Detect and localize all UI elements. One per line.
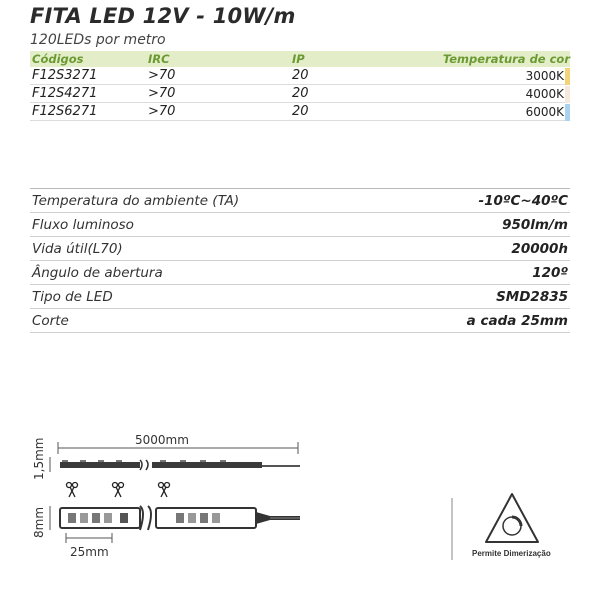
thickness-label: 1,5mm <box>32 437 46 480</box>
product-temperature-value: 3000K <box>525 68 564 83</box>
column-header-irc: IRC <box>148 52 170 66</box>
page-title: FITA LED 12V - 10W/m <box>30 4 296 28</box>
spec-label: Temperatura do ambiente (TA) <box>32 192 240 209</box>
spec-value: a cada 25mm <box>466 312 568 329</box>
spec-value: 950lm/m <box>502 216 568 233</box>
product-table-header <box>30 51 570 67</box>
column-header-ip: IP <box>292 52 305 66</box>
product-code: F12S6271 <box>32 104 98 119</box>
product-temperature <box>428 87 570 101</box>
column-header-color-temperature: Temperatura de cor <box>442 52 570 66</box>
spec-value: -10ºC~40ºC <box>478 192 568 209</box>
spec-row <box>30 213 570 237</box>
spec-label: Tipo de LED <box>32 288 113 305</box>
scissors-icon <box>113 483 124 498</box>
table-row <box>30 67 570 85</box>
product-irc: >70 <box>148 86 176 101</box>
product-ip: 20 <box>292 104 309 119</box>
cut-label: 25mm <box>70 545 109 559</box>
spec-label: Fluxo luminoso <box>32 216 134 233</box>
spec-row <box>30 189 570 213</box>
product-temperature-value: 4000K <box>525 86 564 101</box>
spec-label: Vida útil(L70) <box>32 240 123 257</box>
spec-label: Ângulo de abertura <box>32 264 163 281</box>
spec-row <box>30 309 570 333</box>
spec-value: 20000h <box>511 240 568 257</box>
product-irc: >70 <box>148 104 176 119</box>
column-header-codes: Códigos <box>32 52 84 66</box>
spec-value: SMD2835 <box>496 288 568 305</box>
break-mark-icon <box>140 460 148 470</box>
scissors-icon <box>67 483 78 498</box>
dimming-badge-label: Permite Dimerização <box>472 549 551 558</box>
spec-label: Corte <box>32 312 69 329</box>
strip-side-profile <box>60 460 300 470</box>
product-code: F12S4271 <box>32 86 98 101</box>
color-swatch <box>565 86 570 103</box>
width-label: 8mm <box>32 506 46 538</box>
product-table <box>30 51 570 121</box>
product-ip: 20 <box>292 68 309 83</box>
table-row <box>30 85 570 103</box>
scissors-icon <box>159 483 170 498</box>
cut-dimension <box>66 533 112 559</box>
dimension-diagram <box>0 420 600 600</box>
product-ip: 20 <box>292 86 309 101</box>
table-row <box>30 103 570 121</box>
specs-table <box>30 188 570 333</box>
spec-value: 120º <box>532 264 568 281</box>
break-mark-icon <box>140 506 151 530</box>
product-temperature-value: 6000K <box>525 104 564 119</box>
length-dimension <box>58 433 298 454</box>
color-swatch <box>565 104 570 121</box>
spec-row <box>30 237 570 261</box>
product-temperature <box>428 69 570 83</box>
spec-row <box>30 261 570 285</box>
product-temperature <box>428 105 570 119</box>
spec-row <box>30 285 570 309</box>
product-irc: >70 <box>148 68 176 83</box>
color-swatch <box>565 68 570 85</box>
dimmable-icon <box>486 494 538 542</box>
product-code: F12S3271 <box>32 68 98 83</box>
length-label: 5000mm <box>135 433 189 447</box>
strip-top-view <box>60 506 300 530</box>
page-subtitle: 120LEDs por metro <box>30 32 166 48</box>
